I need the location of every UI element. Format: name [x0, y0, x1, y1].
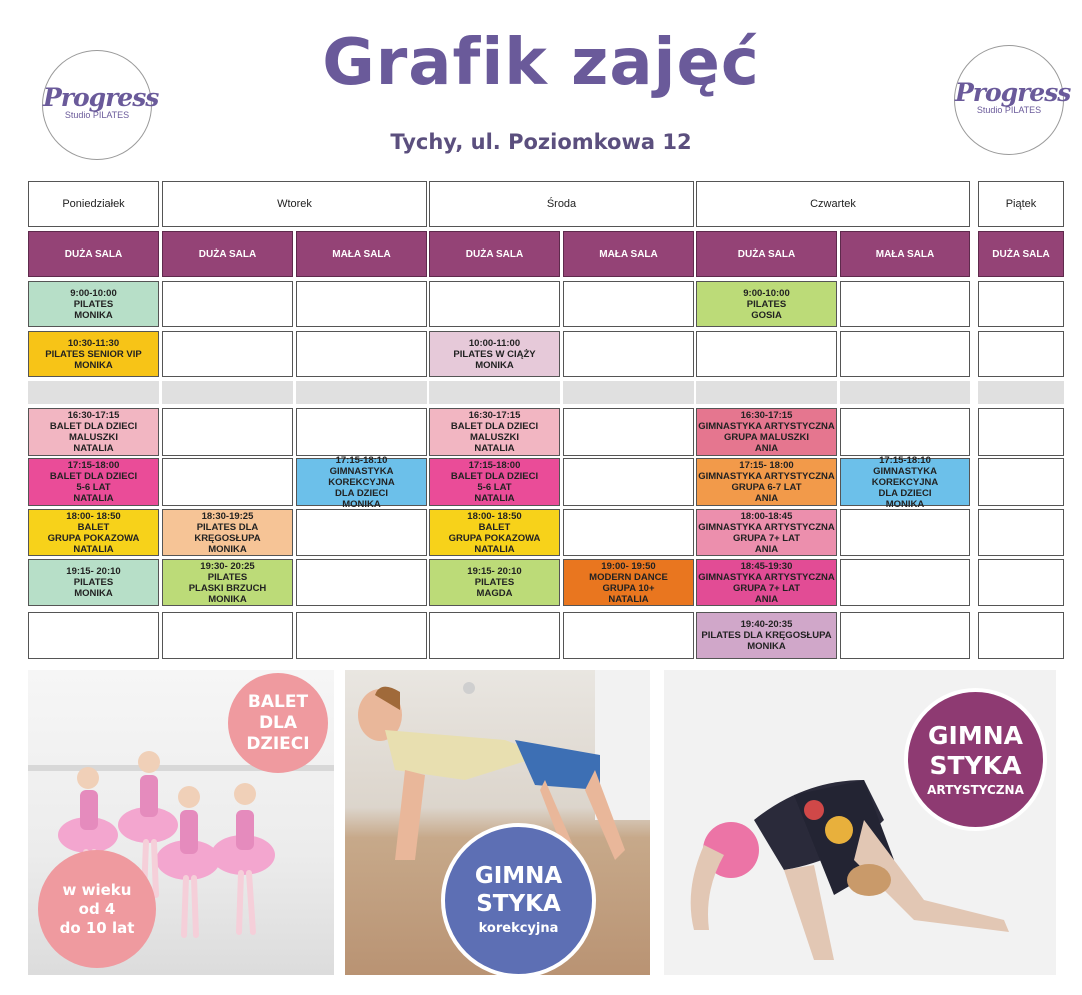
class-time: 19:15- 20:10	[467, 566, 522, 577]
class-detail: PILATES	[474, 577, 515, 588]
day-header	[28, 181, 159, 227]
day-header	[696, 181, 970, 227]
empty-slot	[296, 281, 427, 327]
empty-slot	[563, 458, 694, 506]
room-header	[429, 231, 560, 277]
class-time: 17:15-18:10	[335, 454, 388, 466]
korekcyjna-badge	[441, 823, 596, 975]
korekcyjna-photo	[345, 670, 650, 975]
class-slot	[296, 454, 427, 510]
class-detail: ANIA	[754, 493, 779, 504]
class-slot	[429, 408, 560, 456]
empty-slot	[840, 408, 970, 456]
class-time: 19:30- 20:25	[200, 560, 255, 572]
empty-slot	[429, 612, 560, 659]
empty-slot	[840, 509, 970, 556]
class-slot	[563, 559, 694, 606]
empty-slot	[563, 281, 694, 327]
class-time: 9:00-10:00	[743, 287, 790, 299]
logo-tagline: Studio PILATES	[976, 105, 1042, 115]
break-separator	[28, 381, 159, 404]
empty-slot	[296, 408, 427, 456]
ballet-badge	[228, 673, 328, 773]
empty-slot	[978, 559, 1064, 606]
class-time: 9:00-10:00	[70, 287, 117, 299]
class-slot	[162, 509, 293, 556]
class-slot	[696, 408, 837, 456]
class-detail: GIMNASTYKA KOREKCYJNA	[871, 465, 939, 488]
empty-slot	[978, 509, 1064, 556]
class-detail: PLASKI BRZUCH	[188, 582, 267, 594]
break-separator	[296, 381, 427, 404]
break-separator	[978, 381, 1064, 404]
badge-line: GIMNA	[474, 862, 563, 889]
class-detail: MONIKA	[74, 588, 113, 599]
class-time: 17:15-18:00	[67, 460, 120, 471]
class-detail: GIMNASTYKA ARTYSTYCZNA	[698, 571, 835, 583]
day-header	[162, 181, 427, 227]
day-header	[978, 181, 1064, 227]
class-detail: MONIKA	[208, 593, 247, 605]
class-slot	[840, 454, 970, 510]
class-detail: PILATES W CIĄŻY	[453, 348, 536, 360]
empty-slot	[162, 458, 293, 506]
class-detail: MALUSZKI	[469, 432, 520, 443]
badge-line: DZIECI	[246, 733, 310, 754]
class-detail: GRUPA POKAZOWA	[47, 532, 140, 544]
empty-slot	[563, 612, 694, 659]
class-detail: BALET	[478, 521, 511, 533]
class-detail: GRUPA 7+ LAT	[732, 582, 801, 594]
class-slot	[696, 458, 837, 506]
class-time: 18:00- 18:50	[467, 510, 522, 522]
day-label: Piątek	[1005, 198, 1037, 210]
class-time: 16:30-17:15	[740, 410, 793, 421]
class-time: 10:30-11:30	[67, 337, 120, 349]
class-detail: DLA DZIECI	[878, 487, 932, 499]
class-detail: GIMNASTYKA ARTYSTYCZNA	[698, 471, 835, 482]
class-slot	[28, 509, 159, 556]
class-detail: PILATES	[746, 298, 787, 310]
class-detail: NATALIA	[474, 493, 515, 504]
badge-line: STYKA	[476, 890, 561, 917]
artystyczna-photo	[664, 670, 1056, 975]
day-label: Wtorek	[277, 198, 312, 210]
logo-tagline: Studio PILATES	[64, 110, 130, 120]
day-header	[429, 181, 694, 227]
empty-slot	[429, 281, 560, 327]
class-detail: NATALIA	[73, 493, 114, 504]
class-detail: GRUPA 7+ LAT	[732, 532, 801, 544]
break-separator	[696, 381, 837, 404]
class-detail: NATALIA	[73, 543, 114, 555]
empty-slot	[563, 331, 694, 377]
empty-slot	[162, 612, 293, 659]
class-time: 17:15-18:00	[468, 460, 521, 471]
class-detail: MAGDA	[476, 588, 513, 599]
class-slot	[28, 458, 159, 506]
room-label: DUŻA SALA	[198, 248, 257, 260]
class-detail: PILATES SENIOR VIP	[45, 348, 142, 360]
empty-slot	[840, 559, 970, 606]
empty-slot	[840, 281, 970, 327]
class-slot	[28, 331, 159, 377]
artystyczna-badge	[904, 688, 1047, 831]
badge-line: ARTYSTYCZNA	[927, 782, 1024, 797]
badge-line: DLA	[258, 712, 298, 733]
class-time: 18:45-19:30	[740, 560, 793, 572]
age-badge	[38, 850, 156, 968]
class-detail: ANIA	[754, 543, 779, 555]
class-slot	[696, 559, 837, 606]
room-header	[162, 231, 293, 277]
room-label: DUŻA SALA	[737, 248, 796, 260]
class-time: 17:15- 18:00	[739, 460, 794, 471]
class-detail: BALET DLA DZIECI	[450, 471, 539, 482]
class-detail: GIMNASTYKA KOREKCYJNA	[328, 465, 395, 488]
class-slot	[28, 408, 159, 456]
empty-slot	[978, 458, 1064, 506]
room-label: MAŁA SALA	[875, 248, 935, 260]
class-detail: PILATES DLA KRĘGOSŁUPA	[194, 521, 261, 544]
class-slot	[429, 559, 560, 606]
badge-line: korekcyjna	[478, 920, 559, 936]
empty-slot	[28, 612, 159, 659]
break-separator	[840, 381, 970, 404]
class-detail: MONIKA	[208, 543, 247, 555]
class-detail: ANIA	[754, 593, 779, 605]
empty-slot	[296, 509, 427, 556]
class-detail: PILATES DLA KRĘGOSŁUPA	[701, 630, 832, 641]
class-time: 19:15- 20:10	[66, 566, 121, 577]
badge-line: w wieku	[62, 880, 132, 899]
empty-slot	[162, 281, 293, 327]
class-time: 18:00- 18:50	[66, 510, 121, 522]
badge-line: do 10 lat	[59, 918, 135, 937]
empty-slot	[840, 612, 970, 659]
page-subtitle: Tychy, ul. Poziomkowa 12	[390, 130, 692, 154]
class-detail: MONIKA	[74, 359, 113, 371]
empty-slot	[296, 559, 427, 606]
empty-slot	[978, 408, 1064, 456]
logo-wordmark: Progress	[955, 78, 1071, 107]
class-detail: PILATES	[73, 577, 114, 588]
empty-slot	[978, 281, 1064, 327]
empty-slot	[563, 408, 694, 456]
class-time: 16:30-17:15	[67, 410, 120, 421]
class-slot	[28, 559, 159, 606]
class-detail: BALET DLA DZIECI	[450, 421, 539, 432]
class-slot	[696, 509, 837, 556]
class-detail: DLA DZIECI	[335, 487, 388, 499]
class-detail: NATALIA	[474, 443, 515, 454]
room-label: MAŁA SALA	[599, 248, 658, 260]
day-label: Środa	[546, 198, 577, 210]
class-time: 18:00-18:45	[740, 510, 793, 522]
break-separator	[563, 381, 694, 404]
class-detail: 5-6 LAT	[477, 482, 512, 493]
class-detail: GIMNASTYKA ARTYSTYCZNA	[698, 521, 835, 533]
day-label: Poniedziałek	[62, 198, 125, 210]
class-slot	[696, 612, 837, 659]
room-header	[978, 231, 1064, 277]
room-label: MAŁA SALA	[332, 248, 391, 260]
empty-slot	[162, 331, 293, 377]
class-slot	[28, 281, 159, 327]
class-detail: ANIA	[754, 443, 779, 454]
room-header	[840, 231, 970, 277]
class-slot	[429, 458, 560, 506]
break-separator	[429, 381, 560, 404]
badge-line: STYKA	[929, 750, 1022, 780]
class-detail: MONIKA	[885, 498, 925, 510]
class-slot	[696, 281, 837, 327]
class-detail: NATALIA	[474, 543, 515, 555]
empty-slot	[978, 612, 1064, 659]
class-detail: GRUPA 6-7 LAT	[731, 482, 802, 493]
class-time: 19:40-20:35	[740, 619, 793, 630]
class-detail: MONIKA	[74, 309, 113, 321]
empty-slot	[296, 612, 427, 659]
class-detail: MONIKA	[475, 359, 514, 371]
room-header	[296, 231, 427, 277]
room-label: DUŻA SALA	[992, 248, 1050, 260]
class-time: 16:30-17:15	[468, 410, 521, 421]
class-time: 19:00- 19:50	[601, 560, 656, 572]
class-detail: 5-6 LAT	[76, 482, 111, 493]
class-detail: PILATES	[207, 571, 248, 583]
class-time: 18:30-19:25	[201, 510, 254, 522]
class-slot	[429, 509, 560, 556]
page-title: Grafik zajęć	[322, 26, 760, 100]
class-detail: BALET DLA DZIECI	[49, 421, 138, 432]
class-detail: PILATES	[73, 298, 114, 310]
empty-slot	[162, 408, 293, 456]
class-detail: NATALIA	[608, 593, 649, 605]
class-detail: BALET	[77, 521, 110, 533]
day-label: Czwartek	[810, 198, 856, 210]
badge-line: GIMNA	[928, 720, 1023, 750]
room-header	[28, 231, 159, 277]
class-slot	[429, 331, 560, 377]
class-time: 17:15-18:10	[879, 454, 931, 466]
ballet-photo	[28, 670, 334, 975]
class-detail: GOSIA	[751, 309, 782, 321]
class-detail: BALET DLA DZIECI	[49, 471, 138, 482]
class-detail: MONIKA	[747, 641, 786, 652]
empty-slot	[840, 331, 970, 377]
class-detail: NATALIA	[73, 443, 114, 454]
class-detail: GRUPA POKAZOWA	[448, 532, 541, 544]
class-detail: MALUSZKI	[68, 432, 119, 443]
room-header	[563, 231, 694, 277]
empty-slot	[563, 509, 694, 556]
badge-line: od 4	[78, 899, 116, 918]
class-time: 10:00-11:00	[468, 337, 521, 349]
badge-line: BALET	[247, 691, 309, 712]
logo-wordmark: Progress	[43, 83, 159, 112]
empty-slot	[978, 331, 1064, 377]
room-header	[696, 231, 837, 277]
room-label: DUŻA SALA	[465, 248, 524, 260]
class-detail: MONIKA	[342, 498, 381, 510]
room-label: DUŻA SALA	[64, 248, 123, 260]
break-separator	[162, 381, 293, 404]
class-detail: GRUPA 10+	[602, 582, 655, 594]
empty-slot	[696, 331, 837, 377]
class-slot	[162, 559, 293, 606]
class-detail: GRUPA MALUSZKI	[724, 432, 809, 443]
class-detail: GIMNASTYKA ARTYSTYCZNA	[698, 421, 835, 432]
empty-slot	[296, 331, 427, 377]
class-detail: MODERN DANCE	[589, 571, 668, 583]
